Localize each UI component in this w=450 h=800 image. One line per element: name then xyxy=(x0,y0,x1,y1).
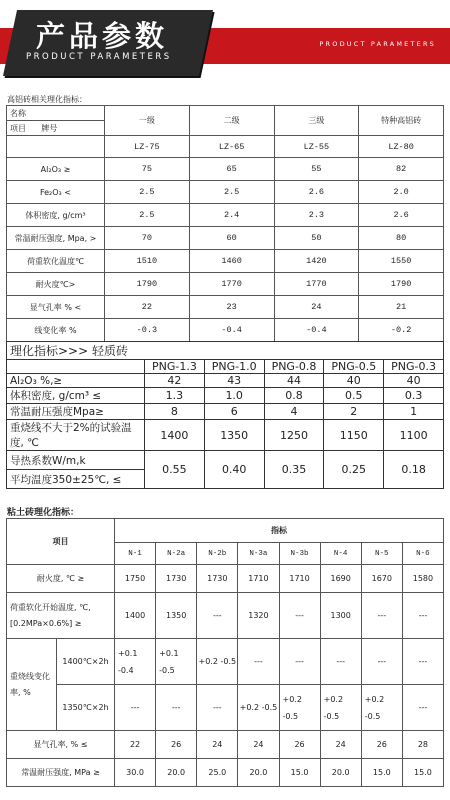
table-row xyxy=(7,685,444,731)
grade-header: N-4 xyxy=(320,543,361,565)
table-cell: 40 xyxy=(384,374,444,388)
table-cell xyxy=(7,360,145,374)
table-cell: +0.1 -0.5 xyxy=(156,639,197,685)
table-cell: --- xyxy=(279,593,320,639)
grade-header: 二级 xyxy=(189,106,274,136)
table-row xyxy=(7,250,444,273)
table-cell: 1400 xyxy=(145,420,205,451)
header-banner xyxy=(0,0,450,88)
table-cell: 40 xyxy=(324,374,384,388)
row-label: 重烧线不大于2%的试验温度, ℃ xyxy=(7,420,145,451)
high-alumina-body xyxy=(7,158,444,342)
row-label: 显气孔率, % ≤ xyxy=(7,731,115,759)
table-cell: --- xyxy=(156,685,197,731)
table-cell: 1790 xyxy=(359,273,444,296)
row-sublabel: 1350℃×2h xyxy=(57,685,115,731)
table-cell: 80 xyxy=(359,227,444,250)
table-cell: 24 xyxy=(238,731,279,759)
lightweight-title: 理化指标>>> 轻质砖 xyxy=(7,342,444,360)
high-alumina-table xyxy=(6,105,444,342)
table-cell: +0.1 -0.4 xyxy=(115,639,156,685)
table-cell: 22 xyxy=(115,731,156,759)
table-cell: 8 xyxy=(145,404,205,420)
grade-header: N-1 xyxy=(115,543,156,565)
page-subtitle: PRODUCT PARAMETERS xyxy=(26,52,172,62)
table-cell: --- xyxy=(361,593,402,639)
high-alumina-caption: 高铝砖相关理化指标： xyxy=(7,95,87,104)
table-cell: 4 xyxy=(264,404,324,420)
grade-header: PNG-0.5 xyxy=(324,360,384,374)
table-cell: 30.0 xyxy=(115,759,156,787)
table-cell: 2.5 xyxy=(105,204,190,227)
table-row xyxy=(7,273,444,296)
table-cell: 65 xyxy=(189,158,274,181)
table-row xyxy=(7,451,444,470)
table-cell: 20.0 xyxy=(156,759,197,787)
table-cell: 24 xyxy=(274,296,359,319)
grade-header: PNG-1.3 xyxy=(145,360,205,374)
table-cell: 20.0 xyxy=(238,759,279,787)
table-row xyxy=(7,319,444,342)
grade-header: N-2a xyxy=(156,543,197,565)
row-label: 显气孔率 % < xyxy=(7,296,105,319)
table-cell: 1730 xyxy=(156,565,197,593)
table-cell: 1770 xyxy=(189,273,274,296)
table-cell: 70 xyxy=(105,227,190,250)
table-cell: 1400 xyxy=(115,593,156,639)
table-cell: --- xyxy=(361,639,402,685)
row-label: 平均温度350±25℃, ≤ xyxy=(7,470,145,489)
table-cell: 1350 xyxy=(156,593,197,639)
clay-brick-table xyxy=(6,518,444,787)
row-sublabel: 1400℃×2h xyxy=(57,639,115,685)
table-row xyxy=(7,731,444,759)
grade-header: PNG-0.3 xyxy=(384,360,444,374)
table-cell: 1150 xyxy=(324,420,384,451)
table-cell: 2.5 xyxy=(189,181,274,204)
table-cell: --- xyxy=(402,685,443,731)
banner-right-text: PRODUCT PARAMETERS xyxy=(319,40,436,48)
table-cell: +0.2 -0.5 xyxy=(238,685,279,731)
table-row xyxy=(7,158,444,181)
row-label: 荷重软化开始温度, ℃, [0.2MPa×0.6%] ≥ xyxy=(7,593,115,639)
table-cell: 0.3 xyxy=(384,388,444,404)
table-cell: 75 xyxy=(105,158,190,181)
table-row xyxy=(7,360,444,374)
table-cell: +0.2 -0.5 xyxy=(361,685,402,731)
table-cell: 2.5 xyxy=(105,181,190,204)
table-cell: 1350 xyxy=(204,420,264,451)
row-label: Al₂O₃ %,≥ xyxy=(7,374,145,388)
table-cell: 1770 xyxy=(274,273,359,296)
table-cell: 1790 xyxy=(105,273,190,296)
table-cell: 2.6 xyxy=(359,204,444,227)
table-cell: 1420 xyxy=(274,250,359,273)
table-cell: +0.2 -0.5 xyxy=(197,639,238,685)
table-cell: -0.4 xyxy=(274,319,359,342)
table-cell: 1250 xyxy=(264,420,324,451)
table-cell: 1510 xyxy=(105,250,190,273)
table-cell: --- xyxy=(238,639,279,685)
table-cell: 15.0 xyxy=(402,759,443,787)
table-cell: 44 xyxy=(264,374,324,388)
table-cell: --- xyxy=(197,685,238,731)
table-row xyxy=(7,342,444,360)
table-cell: 1460 xyxy=(189,250,274,273)
table-cell: -0.4 xyxy=(189,319,274,342)
table-cell: 1710 xyxy=(238,565,279,593)
table-row xyxy=(7,388,444,404)
table-cell: 0.8 xyxy=(264,388,324,404)
row-label: 体积密度, g/cm³ xyxy=(7,204,105,227)
table-row xyxy=(7,106,444,121)
row-label: 重烧线变化率, % xyxy=(7,639,57,731)
table-cell: +0.2 -0.5 xyxy=(279,685,320,731)
table-cell: -0.2 xyxy=(359,319,444,342)
table-cell: --- xyxy=(115,685,156,731)
item-label: 项目 xyxy=(10,123,26,133)
table-cell: --- xyxy=(402,639,443,685)
brand-cell: LZ-75 xyxy=(105,136,190,158)
grade-header: N-3b xyxy=(279,543,320,565)
row-label: 线变化率 % xyxy=(7,319,105,342)
grade-header: PNG-0.8 xyxy=(264,360,324,374)
table-cell: 24 xyxy=(320,731,361,759)
brand-label: 牌号 xyxy=(41,123,58,133)
brand-cell: LZ-55 xyxy=(274,136,359,158)
table-cell: 1.0 xyxy=(204,388,264,404)
table-cell: 24 xyxy=(197,731,238,759)
row-label: 耐火度, ℃ ≥ xyxy=(7,565,115,593)
table-cell: 0.35 xyxy=(264,451,324,489)
row-label: Fe₂O₃ < xyxy=(7,181,105,204)
table-cell: --- xyxy=(320,639,361,685)
table-cell: +0.2 -0.5 xyxy=(320,685,361,731)
table-cell: 1710 xyxy=(279,565,320,593)
table-cell: 2.3 xyxy=(274,204,359,227)
table-row xyxy=(7,136,444,158)
table-cell: 15.0 xyxy=(279,759,320,787)
table-row xyxy=(7,639,444,685)
row-label: 耐火度℃> xyxy=(7,273,105,296)
table-cell: --- xyxy=(402,593,443,639)
table-cell: 25.0 xyxy=(197,759,238,787)
table-cell: 6 xyxy=(204,404,264,420)
item-label: 项目 xyxy=(7,519,115,565)
table-row xyxy=(7,181,444,204)
table-row xyxy=(7,519,444,543)
table-cell: 2 xyxy=(324,404,384,420)
table-cell xyxy=(7,136,105,158)
row-label: Al₂O₃ ≥ xyxy=(7,158,105,181)
table-cell: 43 xyxy=(204,374,264,388)
grade-header: N-2b xyxy=(197,543,238,565)
table-row xyxy=(7,565,444,593)
table-cell: 22 xyxy=(105,296,190,319)
table-cell: 26 xyxy=(361,731,402,759)
row-label: 常温耐压强度Mpa≥ xyxy=(7,404,145,420)
grade-header: 三级 xyxy=(274,106,359,136)
table-cell: -0.3 xyxy=(105,319,190,342)
brand-cell: LZ-65 xyxy=(189,136,274,158)
table-row xyxy=(7,759,444,787)
table-cell: 1300 xyxy=(320,593,361,639)
table-cell: 21 xyxy=(359,296,444,319)
table-cell: 1690 xyxy=(320,565,361,593)
table-cell: 82 xyxy=(359,158,444,181)
table-cell: 26 xyxy=(279,731,320,759)
page-title: 产品参数 xyxy=(36,19,169,53)
table-cell: 50 xyxy=(274,227,359,250)
name-label: 名称 xyxy=(7,106,105,121)
row-label: 常温耐压强度, Mpa, > xyxy=(7,227,105,250)
table-cell: 15.0 xyxy=(361,759,402,787)
table-cell: 20.0 xyxy=(320,759,361,787)
table-cell: --- xyxy=(197,593,238,639)
table-cell: 0.5 xyxy=(324,388,384,404)
table-cell: 26 xyxy=(156,731,197,759)
table-cell: 0.55 xyxy=(145,451,205,489)
row-label: 荷重软化温度℃ xyxy=(7,250,105,273)
item-brand-cell xyxy=(7,121,105,136)
index-label: 指标 xyxy=(115,519,444,543)
table-cell: 1580 xyxy=(402,565,443,593)
table-cell: 55 xyxy=(274,158,359,181)
table-row xyxy=(7,204,444,227)
table-cell: 1730 xyxy=(197,565,238,593)
table-cell: 1670 xyxy=(361,565,402,593)
table-cell: 0.18 xyxy=(384,451,444,489)
table-cell: 1550 xyxy=(359,250,444,273)
table-cell: 1 xyxy=(384,404,444,420)
table-cell: 0.40 xyxy=(204,451,264,489)
table-row xyxy=(7,593,444,639)
table-cell: 1320 xyxy=(238,593,279,639)
table-cell: 1.3 xyxy=(145,388,205,404)
grade-header: N-6 xyxy=(402,543,443,565)
table-cell: 23 xyxy=(189,296,274,319)
table-cell: --- xyxy=(279,639,320,685)
lightweight-table xyxy=(6,341,444,489)
grade-header: N-3a xyxy=(238,543,279,565)
table-row xyxy=(7,296,444,319)
grade-header: 一级 xyxy=(105,106,190,136)
table-cell: 60 xyxy=(189,227,274,250)
table-row xyxy=(7,374,444,388)
grade-header: N-5 xyxy=(361,543,402,565)
table-cell: 1100 xyxy=(384,420,444,451)
clay-brick-caption: 粘土砖理化指标： xyxy=(7,508,80,518)
table-cell: 42 xyxy=(145,374,205,388)
table-cell: 0.25 xyxy=(324,451,384,489)
table-row xyxy=(7,404,444,420)
table-cell: 2.4 xyxy=(189,204,274,227)
grade-header: PNG-1.0 xyxy=(204,360,264,374)
table-row xyxy=(7,420,444,451)
row-label: 导热系数W/m,k xyxy=(7,451,145,470)
brand-cell: LZ-80 xyxy=(359,136,444,158)
grade-header: 特种高铝砖 xyxy=(359,106,444,136)
row-label: 体积密度, g/cm³ ≤ xyxy=(7,388,145,404)
table-row xyxy=(7,227,444,250)
table-cell: 2.0 xyxy=(359,181,444,204)
table-cell: 2.6 xyxy=(274,181,359,204)
table-cell: 1750 xyxy=(115,565,156,593)
row-label: 常温耐压强度, MPa ≥ xyxy=(7,759,115,787)
table-cell: 28 xyxy=(402,731,443,759)
